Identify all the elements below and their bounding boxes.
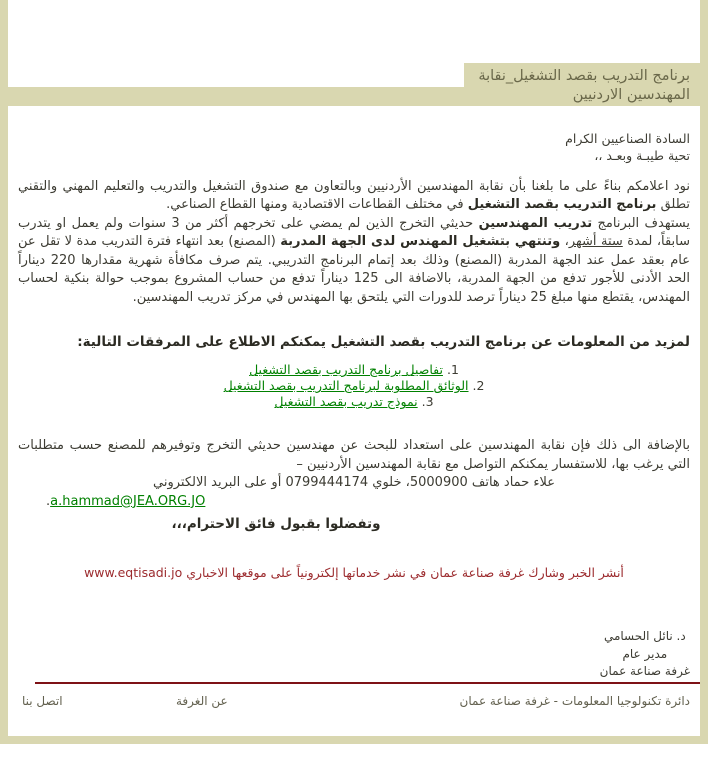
link-training-form[interactable]: نموذج تدريب بقصد التشغيل	[274, 394, 418, 410]
email-period: .	[46, 493, 51, 509]
greeting-line2: تحية طيبـة وبعـد ،،	[594, 148, 690, 163]
more-info-heading: لمزيد من المعلومات عن برنامج التدريب بقصد التشغيل يمكنكم الاطلاع على المرفقات التالية:	[77, 334, 690, 351]
phone-line: علاء حماد هاتف 5000900، خلوي 0799444174 أو على البريد الالكتروني	[153, 475, 555, 491]
paragraph-contact-info: بالإضافة الى ذلك فإن نقابة المهندسين على استعداد للبحث عن مهندسين حديثي التخرج وتوفيرهم للمصنع حسب متطلبات التي يرغب بها، للاستفسار يمكنكم التواصل مع نقابة المهندسين الأردنيين –	[18, 438, 690, 472]
email-line	[46, 493, 690, 511]
signature-org: غرفة صناعة عمان	[599, 664, 690, 679]
list-item-number: 2.	[472, 378, 485, 394]
p2-text-4: (المصنع) بعد انتهاء فترة التدريب مدة لا تقل عن عام بعقد عمل عند الجهة المدربة (المصنع) وذلك بعد إتمام البرنامج التدريبي. يتم صرف مكافأة شهرية مقدارها 220 ديناراً الحد الأدنى للأجور تدفع من الجهة المدربة، بالاضافة الى 125 ديناراً تدفع من حساب المشروع بموجب حوالة بنكية لحساب المهندس، يقتطع منها مبلغ 25 ديناراً ترصد للدورات التي يلتحق بها المهندس في مركز تدريب المهندسين.	[18, 234, 690, 305]
contact-section	[18, 437, 690, 511]
footer-about-link[interactable]: عن الغرفة	[176, 693, 228, 708]
signature-name: د. نائل الحسامي	[603, 629, 686, 644]
p2-text-3: ،	[560, 234, 569, 250]
share-news-note: أنشر الخبر وشارك غرفة صناعة عمان في نشر خدماتها إلكترونياً على موقعها الاخباري www.eqtisadi.jo	[84, 565, 624, 581]
p2-text-2: حديثي التخرج الذين لم يمضي على تخرجهم أكثر من 3 سنوات ولم يعمل او يتدرب سابقاً، لمدة	[18, 215, 691, 250]
p1-text: نود اعلامكم بناءً على ما بلغنا بأن نقابة المهندسين الأردنيين وبالتعاون مع صندوق التشغيل والتدريب والتعليم المهني والتقني تطلق	[18, 179, 690, 213]
page-title-line2: المهندسين الاردنيين	[8, 87, 700, 106]
p1-bold-program-name: برنامج التدريب بقصد التشغيل	[467, 197, 657, 213]
email-link[interactable]: a.hammad@JEA.ORG.JO	[50, 493, 206, 509]
signature-role: مدير عام	[622, 646, 668, 661]
p2-bold-outcome: وتنتهي بتشغيل المهندس لدى الجهة المدربة	[280, 234, 561, 250]
p2-text-1: يستهدف البرنامج	[592, 215, 690, 231]
link-program-details[interactable]: تفاصيل برنامج التدريب بقصد التشغيل	[249, 362, 443, 378]
link-required-documents[interactable]: الوثائق المطلوبة لبرنامج التدريب بقصد التشغيل	[223, 378, 469, 394]
paragraph-program-details	[18, 215, 690, 307]
greeting-line1: السادة الصناعيين الكرام	[565, 131, 690, 146]
list-item	[18, 362, 690, 377]
list-item-number: 3.	[421, 394, 434, 410]
list-item-number: 1.	[446, 362, 459, 378]
list-item	[18, 378, 690, 393]
footer-contact-link[interactable]: اتصل بنا	[22, 693, 63, 708]
intro-paragraphs	[18, 178, 690, 307]
p1-text-after: في مختلف القطاعات الاقتصادية ومنها القطاع الصناعي.	[166, 197, 468, 213]
attachments-list	[18, 362, 690, 409]
paragraph-program-announcement	[18, 178, 690, 215]
footer-bar	[8, 684, 700, 724]
footer-it-department[interactable]: دائرة تكنولوجيا المعلومات - غرفة صناعة عمان	[459, 693, 690, 708]
page-title-line1-text: برنامج التدريب بقصد التشغيل_نقابة	[464, 63, 700, 87]
greeting	[18, 130, 690, 164]
list-item	[18, 394, 690, 409]
p2-underline-duration: ستة أشهر	[568, 234, 623, 250]
closing-salutation: وتفضلوا بقبول فائق الاحترام،،،	[171, 516, 381, 533]
page-title-line1	[8, 63, 700, 87]
page-title	[8, 63, 700, 106]
p2-bold-target: تدريب المهندسين	[478, 215, 593, 231]
letter-body	[8, 130, 700, 682]
signature-block	[600, 628, 690, 681]
